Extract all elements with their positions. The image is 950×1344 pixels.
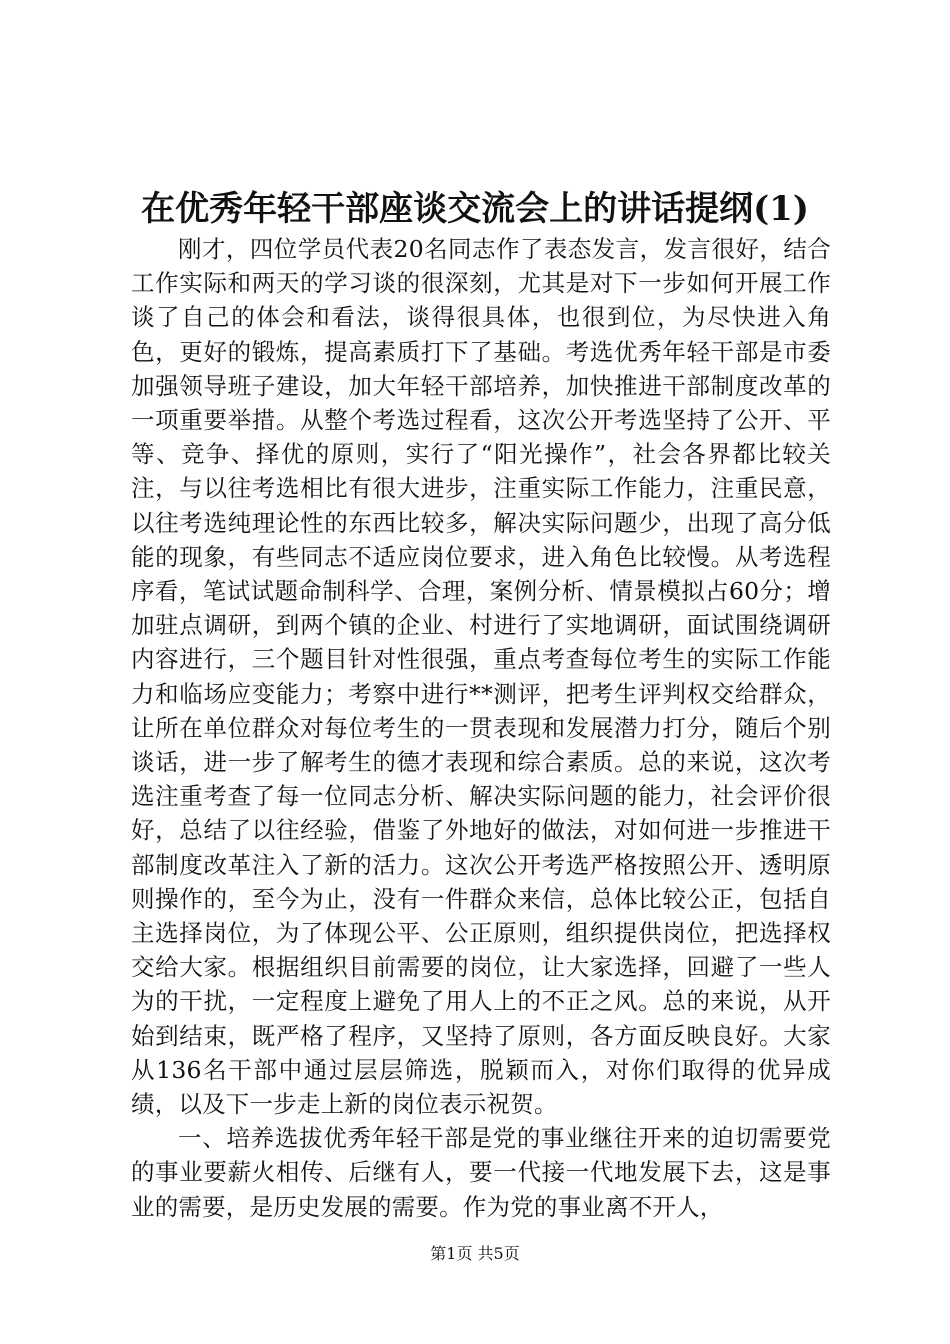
page-title: 在优秀年轻干部座谈交流会上的讲话提纲(1)	[141, 189, 809, 229]
page-footer: 第1页 共5页	[430, 1244, 520, 1263]
document-body	[131, 232, 831, 1224]
paragraph-2: 一、培养选拔优秀年轻干部是党的事业继往开来的迫切需要党的事业要薪火相传、后继有人，要一代接一代地发展下去，这是事业的需要，是历史发展的需要。作为党的事业离不开人，	[131, 1124, 831, 1221]
paragraph-1: 刚才，四位学员代表20名同志作了表态发言，发言很好，结合工作实际和两天的学习谈的很深刻，尤其是对下一步如何开展工作谈了自己的体会和看法，谈得很具体，也很到位，为尽快进入角色，更好的锻炼，提高素质打下了基础。考选优秀年轻干部是市委加强领导班子建设，加大年轻干部培养，加快推进干部制度改革的一项重要举措。从整个考选过程看，这次公开考选坚持了公开、平等、竞争、择优的原则，实行了“阳光操作”，社会各界都比较关注，与以往考选相比有很大进步，注重实际工作能力，注重民意，以往考选纯理论性的东西比较多，解决实际问题少，出现了高分低能的现象，有些同志不适应岗位要求，进入角色比较慢。从考选程序看，笔试试题命制科学、合理，案例分析、情景模拟占60分；增加驻点调研，到两个镇的企业、村进行了实地调研，面试围绕调研内容进行，三个题目针对性很强，重点考查每位考生的实际工作能力和临场应变能力；考察中进行**测评，把考生评判权交给群众，让所在单位群众对每位考生的一贯表现和发展潜力打分，随后个别谈话，进一步了解考生的德才表现和综合素质。总的来说，这次考选注重考查了每一位同志分析、解决实际问题的能力，社会评价很好，总结了以往经验，借鉴了外地好的做法，对如何进一步推进干部制度改革注入了新的活力。这次公开考选严格按照公开、透明原则操作的，至今为止，没有一件群众来信，总体比较公正，包括自主选择岗位，为了体现公平、公正原则，组织提供岗位，把选择权交给大家。根据组织目前需要的岗位，让大家选择，回避了一些人为的干扰，一定程度上避免了用人上的不正之风。总的来说，从开始到结束，既严格了程序，又坚持了原则，各方面反映良好。大家从136名干部中通过层层筛选，脱颖而入，对你们取得的优异成绩，以及下一步走上新的岗位表示祝贺。	[131, 235, 831, 1119]
